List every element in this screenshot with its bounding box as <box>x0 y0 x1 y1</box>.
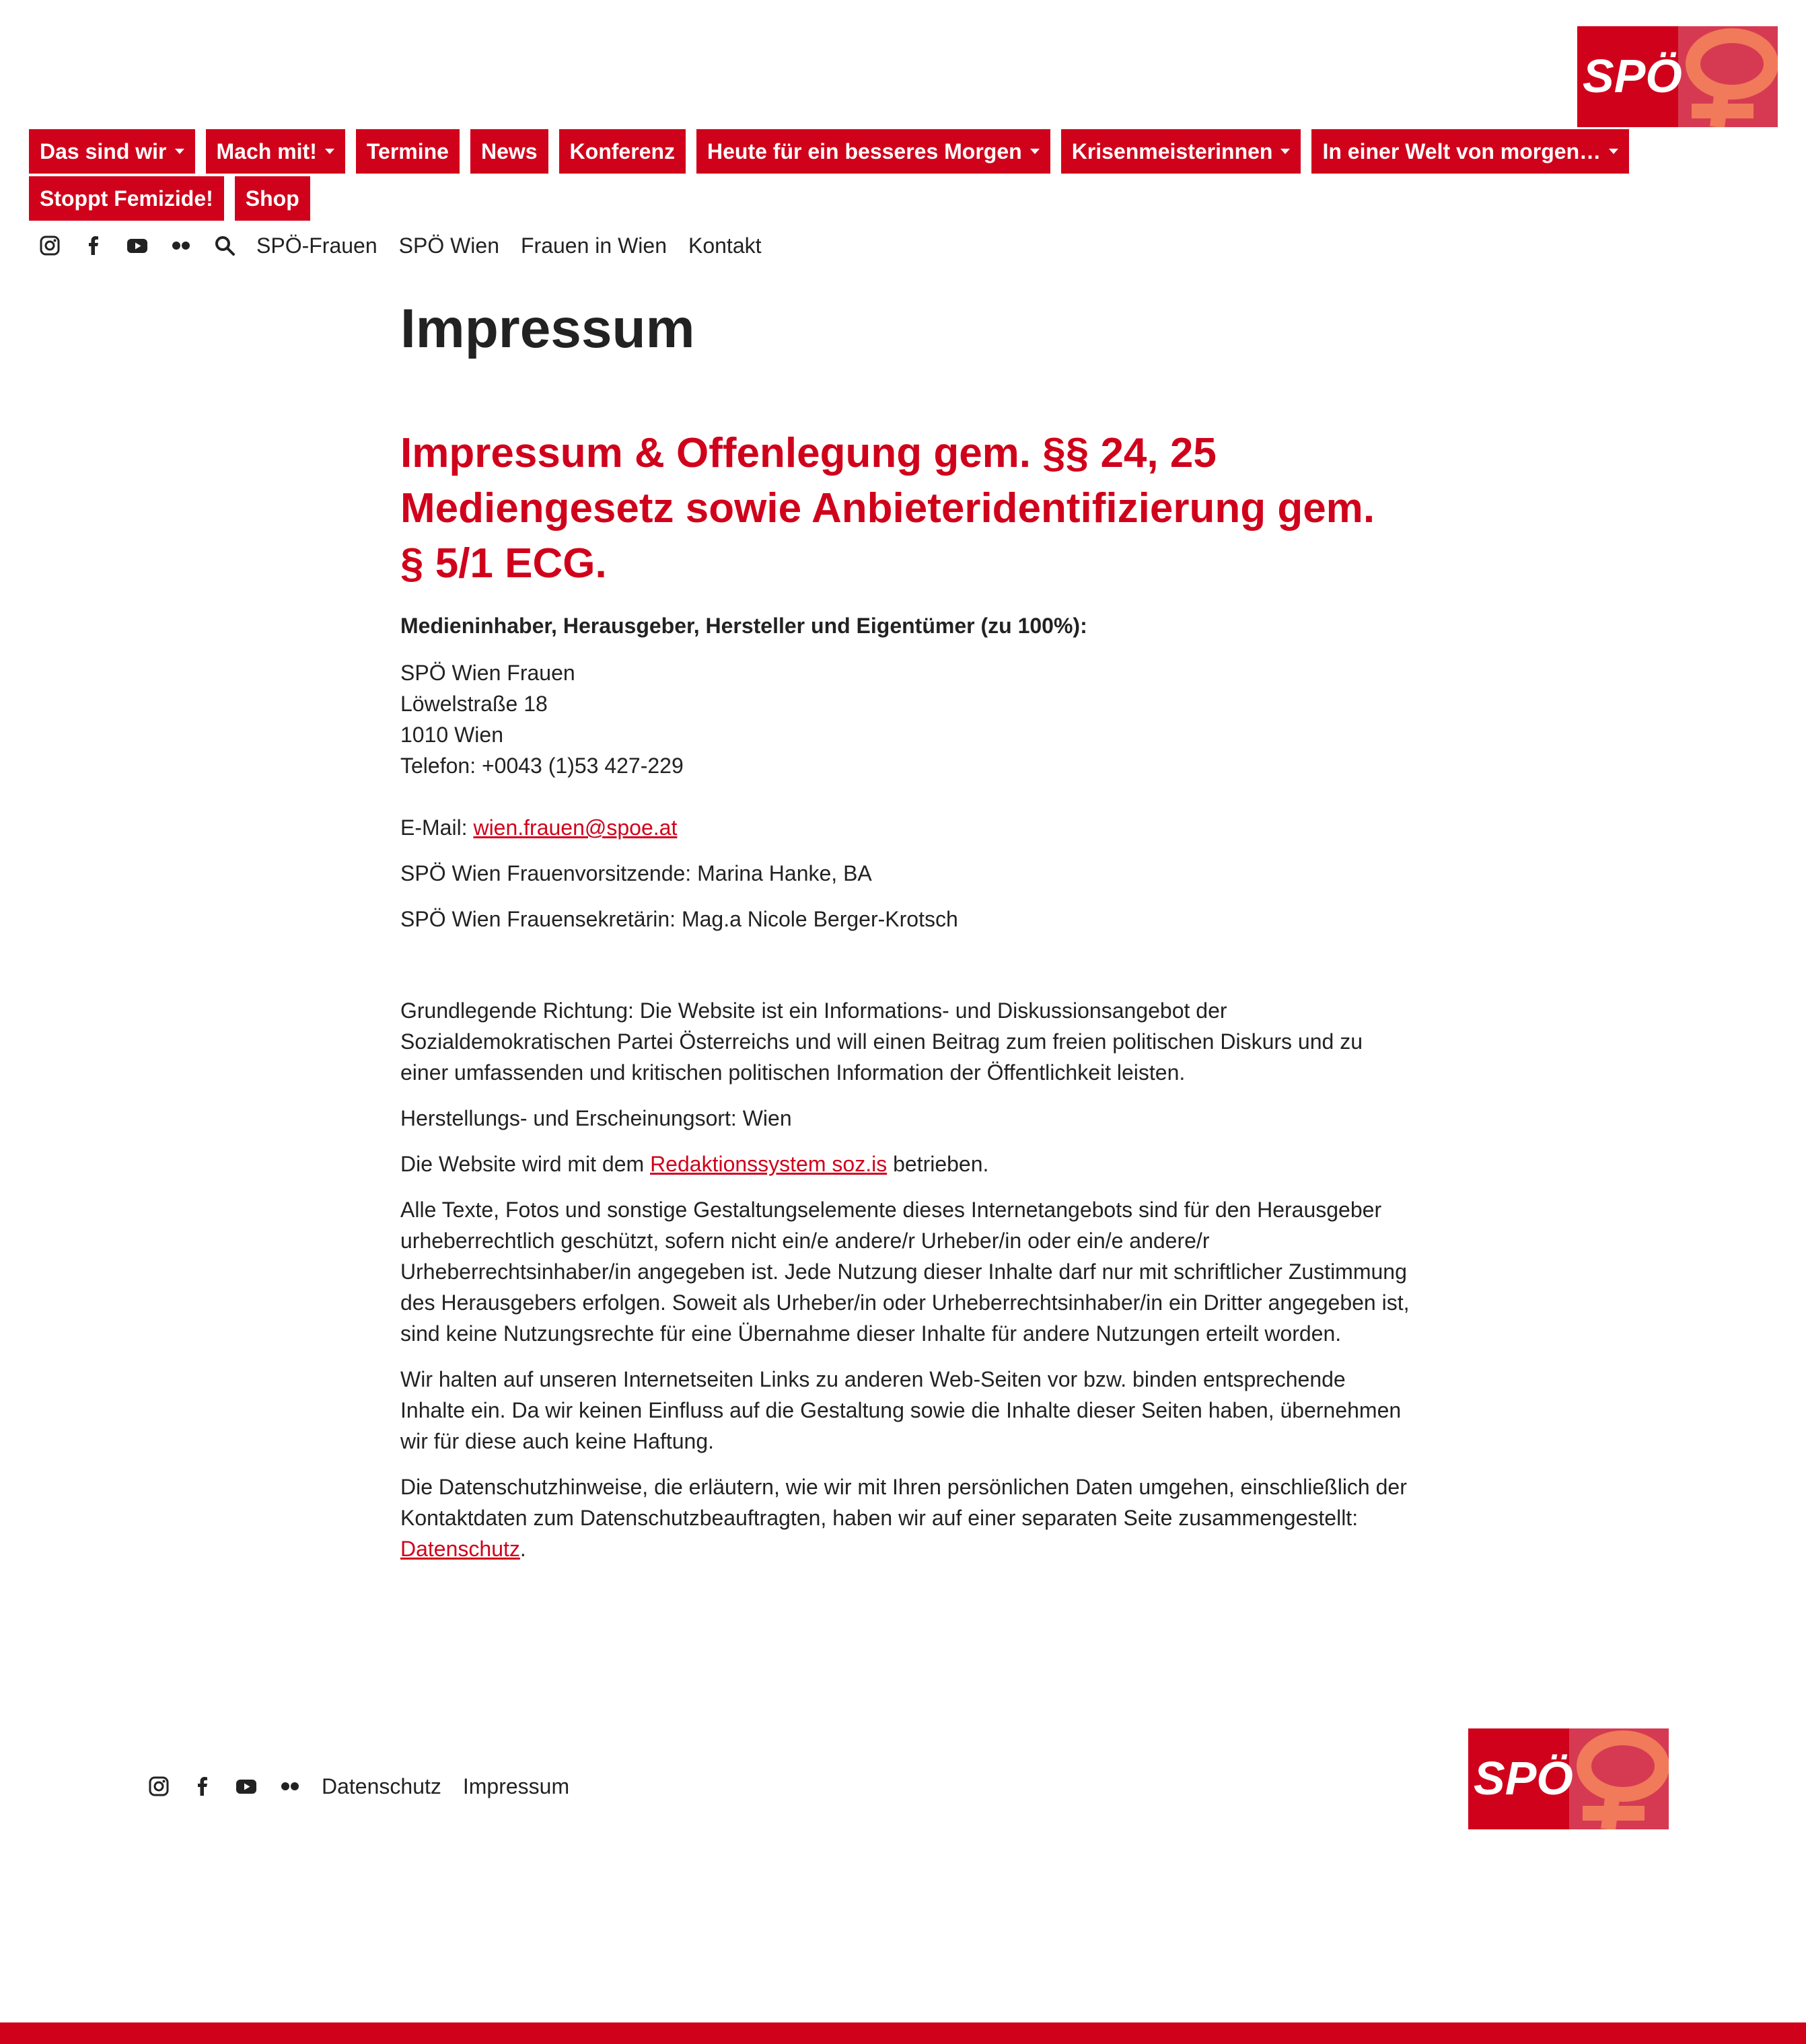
cms-link[interactable]: Redaktionssystem soz.is <box>650 1152 888 1177</box>
utility-link-spo-frauen[interactable]: SPÖ-Frauen <box>256 233 377 258</box>
bottom-bar <box>0 2022 1806 2044</box>
address-block <box>400 657 1410 781</box>
menu-item-label: Shop <box>245 186 299 211</box>
menu-item-das-sind-wir[interactable] <box>29 129 195 174</box>
utility-link-kontakt[interactable]: Kontakt <box>688 233 762 258</box>
main-menu <box>29 129 1644 223</box>
address-phone: Telefon: +0043 (1)53 427-229 <box>400 754 684 778</box>
footer-link-datenschutz[interactable]: Datenschutz <box>322 1774 441 1798</box>
address-name: SPÖ Wien Frauen <box>400 661 575 686</box>
address-street: Löwelstraße 18 <box>400 692 548 717</box>
cms-paragraph <box>400 1148 1410 1179</box>
menu-item-label: Termine <box>366 139 449 163</box>
email-label: E-Mail: <box>400 815 474 840</box>
menu-item-label: Heute für ein besseres Morgen <box>707 139 1022 163</box>
utility-nav <box>38 229 783 262</box>
spo-logo-text: SPÖ <box>1474 1752 1573 1804</box>
menu-item-label: Das sind wir <box>40 139 167 163</box>
search-icon[interactable] <box>213 233 237 258</box>
email-line <box>400 812 1410 843</box>
menu-item-label: News <box>480 139 538 163</box>
caret-down-icon <box>325 149 334 154</box>
direction-paragraph: Grundlegende Richtung: Die Website ist ein Informations- und Diskussionsangebot der Sozialdemokratischen Partei Österreichs und will einen Beitrag zum freien politischen Diskurs und zu einer umfassenden und kritischen politischen Information der Öffentlichkeit leisten. <box>400 998 1363 1085</box>
main-menu-row <box>29 176 1644 221</box>
utility-link-frauen-in-wien[interactable]: Frauen in Wien <box>521 233 667 258</box>
spo-logo-text: SPÖ <box>1583 50 1682 102</box>
page-title: Impressum <box>400 298 695 359</box>
spo-logo-graphic <box>1468 1728 1669 1829</box>
privacy-text: Die Datenschutzhinweise, die erläutern, wie wir mit Ihren persönlichen Daten umgehen, einschließlich der Kontaktdaten zum Datenschutzbeauftragten, haben wir auf einer separaten Seite zusammengestellt: <box>400 1475 1407 1531</box>
email-link[interactable]: wien.frauen@spoe.at <box>473 815 678 840</box>
main-content <box>400 296 1410 1564</box>
spo-logo-footer[interactable] <box>1468 1728 1669 1829</box>
menu-item-heute-fuer-ein-besseres-morgen[interactable] <box>696 129 1050 174</box>
address-city: 1010 Wien <box>400 723 503 747</box>
menu-item-label: Konferenz <box>569 139 675 163</box>
menu-item-mach-mit[interactable] <box>206 129 345 174</box>
chair-line: SPÖ Wien Frauenvorsitzende: Marina Hanke, BA <box>400 861 872 886</box>
privacy-paragraph <box>400 1471 1410 1564</box>
youtube-icon[interactable] <box>125 233 149 258</box>
footer-nav <box>147 1769 591 1803</box>
menu-item-label: In einer Welt von morgen… <box>1322 139 1601 163</box>
spo-logo[interactable] <box>1577 26 1778 127</box>
facebook-icon[interactable] <box>81 233 106 258</box>
copyright-paragraph: Alle Texte, Fotos und sonstige Gestaltungselemente dieses Internetangebots sind für den Herausgeber urheberrechtlich geschützt, sofern nicht ein/e andere/r Urheber/in oder ein/e andere/r Urheberrechtsinhaber/in angegeben ist. Jede Nutzung dieser Inhalte darf nur mit schriftlicher Zustimmung des Herausgebers erfolgen. Soweit als Urheber/in oder Urheberrechtsinhaber/in ein Dritter angegeben ist, sind keine Nutzungsrechte für eine Übernahme dieser Inhalte für andere Nutzungen erteilt worden. <box>400 1198 1410 1346</box>
menu-item-krisenmeisterinnen[interactable] <box>1061 129 1301 174</box>
menu-item-news[interactable] <box>470 129 548 174</box>
menu-item-in-einer-welt-von-morgen[interactable] <box>1311 129 1629 174</box>
cms-prefix: Die Website wird mit dem <box>400 1152 651 1177</box>
caret-down-icon <box>1609 149 1618 154</box>
menu-item-label: Krisenmeisterinnen <box>1071 139 1273 163</box>
caret-down-icon <box>1030 149 1040 154</box>
caret-down-icon <box>1280 149 1290 154</box>
privacy-link[interactable]: Datenschutz <box>400 1537 520 1562</box>
place-paragraph: Herstellungs- und Erscheinungsort: Wien <box>400 1106 792 1131</box>
privacy-suffix: . <box>519 1537 526 1562</box>
facebook-icon[interactable] <box>190 1774 215 1798</box>
secretary-line: SPÖ Wien Frauensekretärin: Mag.a Nicole Berger-Krotsch <box>400 907 958 932</box>
flickr-icon[interactable] <box>278 1774 302 1798</box>
utility-link-spo-wien[interactable]: SPÖ Wien <box>398 233 499 258</box>
spo-logo-graphic <box>1577 26 1778 127</box>
instagram-icon[interactable] <box>147 1774 171 1798</box>
menu-item-konferenz[interactable] <box>559 129 686 174</box>
menu-item-label: Stoppt Femizide! <box>40 186 213 211</box>
section-heading: Impressum & Offenlegung gem. §§ 24, 25 Mediengesetz sowie Anbieteridentifizierung gem. § 5/1 ECG. <box>400 430 1375 587</box>
cms-suffix: betrieben. <box>887 1152 989 1177</box>
youtube-icon[interactable] <box>234 1774 258 1798</box>
main-menu-row <box>29 129 1644 174</box>
instagram-icon[interactable] <box>38 233 62 258</box>
menu-item-termine[interactable] <box>356 129 460 174</box>
menu-item-shop[interactable] <box>235 176 310 221</box>
owner-label: Medieninhaber, Herausgeber, Hersteller und Eigentümer (zu 100%): <box>400 614 1087 638</box>
menu-item-stoppt-femizide[interactable] <box>29 176 224 221</box>
footer-link-impressum[interactable]: Impressum <box>462 1774 570 1798</box>
menu-item-label: Mach mit! <box>216 139 317 163</box>
caret-down-icon <box>175 149 184 154</box>
links-disclaimer-paragraph: Wir halten auf unseren Internetseiten Links zu anderen Web-Seiten vor bzw. binden entsprechende Inhalte ein. Da wir keinen Einfluss auf die Gestaltung sowie die Inhalte dieser Seiten haben, übernehmen wir für diese auch keine Haftung. <box>400 1367 1402 1454</box>
flickr-icon[interactable] <box>169 233 193 258</box>
